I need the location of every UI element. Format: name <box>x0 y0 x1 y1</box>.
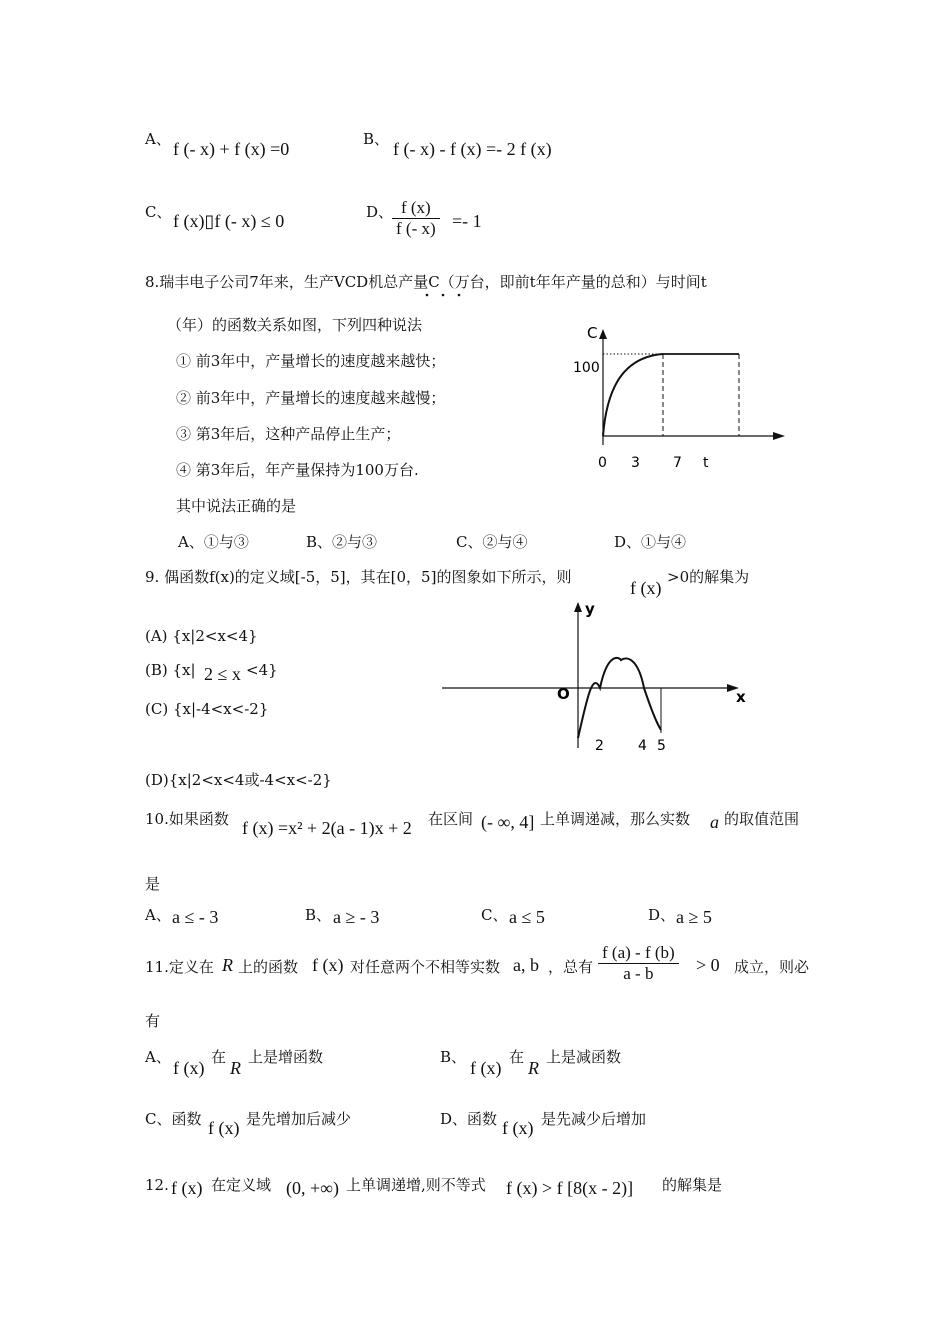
q8-option-c: C、②与④ <box>456 533 528 551</box>
q12-fx: f (x) <box>171 1178 203 1198</box>
q10-interval: (- ∞, 4] <box>481 812 535 832</box>
q9-option-d: (D){x|2<x<4或-4<x<-2} <box>145 771 332 789</box>
q11-fraction-denominator: a - b <box>623 964 654 983</box>
q10-option-b-expr: a ≥ - 3 <box>333 907 380 927</box>
q11-option-a-fx: f (x) <box>173 1058 205 1078</box>
emphasis-dots <box>423 292 463 298</box>
q12-number: 12. <box>145 1176 169 1194</box>
emphasis-dot <box>458 294 461 297</box>
q10-mid: 在区间 <box>428 810 474 828</box>
x-tick-0: 0 <box>598 455 607 471</box>
x-tick-7: 7 <box>673 455 682 471</box>
q11-option-a-label: A、 <box>145 1048 171 1066</box>
q8-production-graph <box>565 325 805 475</box>
q10-option-a-expr: a ≤ - 3 <box>172 907 219 927</box>
q9-function-graph <box>442 600 752 754</box>
q7-a-expression: f (- x) + f (x) =0 <box>173 139 290 159</box>
q11-option-b-fx: f (x) <box>470 1058 502 1078</box>
q8-statement-1: ① 前3年中，产量增长的速度越来越快； <box>176 352 446 370</box>
function-curve <box>578 658 661 738</box>
q9-option-b-prefix: (B) {x| <box>145 661 196 679</box>
q9-option-a: (A) {x|2<x<4} <box>145 627 258 645</box>
y-axis-label: C <box>587 324 598 342</box>
q8-statement-4: ④ 第3年后，年产量保持为100万台. <box>176 461 419 479</box>
q10-tail: 的取值范围 <box>724 810 800 828</box>
q11-fx: f (x) <box>312 955 344 975</box>
q9-option-b-expr: 2 ≤ x <box>204 664 241 684</box>
q11-R: R <box>222 955 233 975</box>
q7-d-numerator: f (x) <box>392 198 440 219</box>
q10-variable: a <box>710 812 719 832</box>
q11-ab: a, b <box>513 955 539 975</box>
q11-option-b-in: 在 <box>509 1048 525 1066</box>
q10-option-c-label: C、 <box>481 906 508 924</box>
q10-option-a-label: A、 <box>145 906 171 924</box>
q11-tail-line2: 有 <box>145 1012 161 1030</box>
q10-function: f (x) =x² + 2(a - 1)x + 2 <box>242 818 412 838</box>
q8-statement-3: ③ 第3年后，这种产品停止生产； <box>176 425 401 443</box>
q10-tail-line2: 是 <box>145 875 161 893</box>
q11-option-d-tail: 是先减少后增加 <box>541 1110 647 1128</box>
q11-mid2: 对任意两个不相等实数 <box>350 958 501 976</box>
x-tick-2: 2 <box>595 738 604 754</box>
q11-option-a-tail: 上是增函数 <box>248 1048 324 1066</box>
q11-option-a-in: 在 <box>211 1048 227 1066</box>
q8-option-b: B、②与③ <box>306 533 378 551</box>
q11-option-b-tail: 上是减函数 <box>546 1048 622 1066</box>
emphasis-dot <box>426 294 429 297</box>
origin-label: O <box>557 685 570 703</box>
q11-option-d-fx: f (x) <box>502 1118 534 1138</box>
q11-prefix: 11.定义在 <box>145 958 214 976</box>
q11-option-a-R: R <box>230 1058 241 1078</box>
q7-a-label: A、 <box>145 130 171 148</box>
q12-mid2: 上单调递增,则不等式 <box>346 1176 486 1194</box>
q12-inequality: f (x) > f [8(x - 2)] <box>506 1178 634 1198</box>
q11-option-c-fx: f (x) <box>208 1118 240 1138</box>
x-tick-5: 5 <box>657 738 666 754</box>
q11-option-c-label: C、函数 <box>145 1110 202 1128</box>
q7-c-expression: f (x)▯f (- x) ≤ 0 <box>173 211 285 231</box>
y-axis-label: y <box>585 600 595 618</box>
q8-option-a: A、①与③ <box>178 533 249 551</box>
x-axis-label: x <box>736 688 746 706</box>
emphasis-dot <box>442 294 445 297</box>
q12-domain: (0, +∞) <box>286 1178 339 1198</box>
q11-mid3: ，总有 <box>548 958 594 976</box>
q7-d-rhs: =- 1 <box>452 211 482 231</box>
q10-prefix: 10.如果函数 <box>145 810 229 828</box>
x-axis-arrow <box>773 432 785 440</box>
production-curve <box>603 354 663 436</box>
q12-tail: 的解集是 <box>662 1176 723 1194</box>
x-tick-4: 4 <box>638 738 647 754</box>
q9-stem: 9. 偶函数f(x)的定义域[-5，5]，其在[0，5]的图象如下所示，则 <box>145 568 572 586</box>
q11-mid: 上的函数 <box>238 958 299 976</box>
x-tick-t: t <box>703 455 709 471</box>
y-axis-arrow <box>574 602 582 612</box>
x-tick-3: 3 <box>631 455 640 471</box>
y-axis-arrow <box>599 329 607 339</box>
q11-option-b-R: R <box>528 1058 539 1078</box>
q11-option-d-label: D、函数 <box>440 1110 498 1128</box>
q8-option-d: D、①与④ <box>614 533 687 551</box>
q10-option-b-label: B、 <box>305 906 332 924</box>
q11-option-b-label: B、 <box>440 1048 467 1066</box>
q9-option-b-suffix: <4} <box>246 661 278 679</box>
q10-option-d-label: D、 <box>648 906 676 924</box>
q7-c-label: C、 <box>145 203 172 221</box>
q7-b-expression: f (- x) - f (x) =- 2 f (x) <box>393 139 552 159</box>
q7-b-label: B、 <box>363 130 390 148</box>
q8-stem-line2: （年）的函数关系如图，下列四种说法 <box>167 316 423 334</box>
q8-stem-line1: 8.瑞丰电子公司7年来，生产VCD机总产量C（万台，即前t年年产量的总和）与时间t <box>145 273 707 291</box>
q9-stem-tail: >0的解集为 <box>667 568 750 586</box>
q10-option-d-expr: a ≥ 5 <box>676 907 712 927</box>
q11-fraction <box>598 943 679 984</box>
q9-stem-fx: f (x) <box>630 578 662 598</box>
y-value-label: 100 <box>573 360 600 376</box>
q11-gt-zero: > 0 <box>696 955 720 975</box>
q8-statement-2: ② 前3年中，产量增长的速度越来越慢； <box>176 389 446 407</box>
q11-fraction-numerator: f (a) - f (b) <box>598 943 679 964</box>
q11-tail: 成立，则必 <box>734 958 810 976</box>
q7-d-label: D、 <box>366 203 394 221</box>
q10-option-c-expr: a ≤ 5 <box>509 907 545 927</box>
q9-option-c: (C) {x|-4<x<-2} <box>145 700 269 718</box>
q7-d-fraction <box>392 198 440 239</box>
q8-question: 其中说法正确的是 <box>176 497 297 515</box>
q7-d-denominator: f (- x) <box>396 219 436 238</box>
q11-option-c-tail: 是先增加后减少 <box>246 1110 352 1128</box>
q12-mid: 在定义域 <box>211 1176 272 1194</box>
q10-suffix: 上单调递减，那么实数 <box>540 810 691 828</box>
